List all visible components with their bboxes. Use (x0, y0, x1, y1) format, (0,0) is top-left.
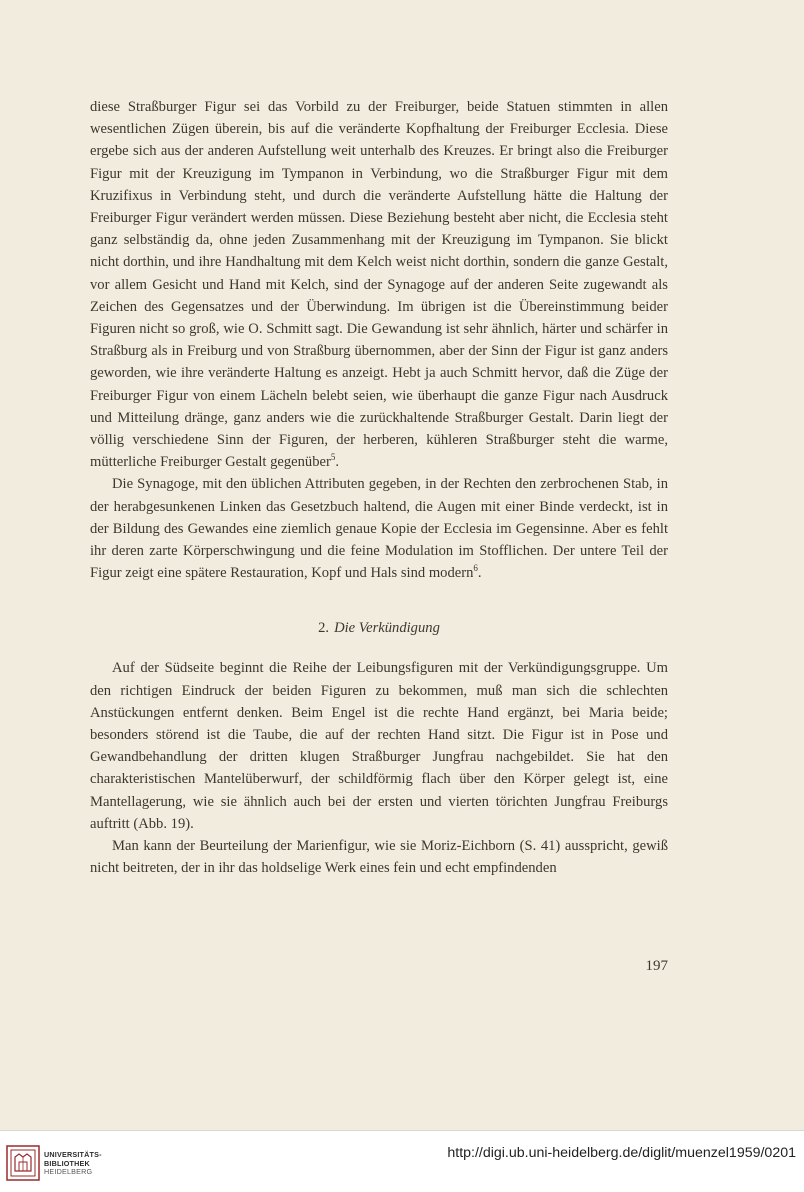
section-number: 2. (318, 620, 330, 637)
footnote-ref-6: 6 (473, 563, 478, 574)
library-line-3: HEIDELBERG (44, 1167, 93, 1176)
university-seal-icon (6, 1145, 40, 1181)
paragraph-intro: diese Straßburger Figur sei das Vorbild zu der Freiburger, beide Statuen stimmten in allen wesentlichen Zügen überein, bis auf die veränderte Kopfhaltung der Freiburger Ecclesia. Diese ergebe sich aus der anderen Aufstellung weit unterhalb des Kreuzes. Er bringt also die Freiburger Figur mit der Kreuzigung im Tympanon in Verbindung, wo die Straßburger Figur mit dem Kruzifixus in Verbindung steht, und durch die veränderte Aufstellung hätte die Haltung der Freiburger Figur verändert werden müssen. Diese Beziehung besteht aber nicht, die Ecclesia steht ganz selbständig da, ohne jeden Zusammenhang mit der Kreuzigung im Tympanon. Sie blickt nicht dorthin, und ihre Handhaltung mit dem Kelch weist nicht dorthin, sondern die ganze Gestalt, vor allem Gesicht und Hand mit Kelch, sind der Synagoge auf der anderen Seite zugewandt als Zeichen des Gegensatzes und der Überwindung. Im übrigen ist die Übereinstimmung beider Figuren nicht so groß, wie O. Schmitt sagt. Die Gewandung ist sehr ähnlich, härter und schärfer in Straßburg als in Freiburg und von Straßburg übernommen, aber der Sinn der Figur ist ganz anders geworden, wie ihre veränderte Haltung es anzeigt. Hebt ja auch Schmitt hervor, daß die Züge der Freiburger Figur von einem Lächeln belebt seien, wie überhaupt die ganze Figur nach Ausdruck und Mitteilung dränge, ganz anders wie die zurückhaltende Straßburger Gestalt. Darin liegt der völlig verschiedene Sinn der Figuren, der herberen, kühleren Straßburger steht die warme, mütterliche Freiburger Gestalt gegenüber$^5$. (90, 99, 668, 471)
footnote-ref-5: 5 (330, 452, 336, 463)
section-title: Die Verkündigung (334, 620, 440, 637)
body-text (90, 96, 668, 880)
section-heading (90, 620, 668, 637)
library-name (44, 1151, 102, 1177)
paragraph-last: Man kann der Beurteilung der Marienfigur, wie sie Moriz-Eichborn (S. 41) ausspricht, gewiß nicht beitreten, der in ihr das holdselige Werk eines fein und echt empfindenden (90, 838, 668, 877)
library-line-2: BIBLIOTHEK (44, 1158, 90, 1168)
page-number: 197 (645, 958, 668, 974)
paragraph-synagoge-text: Die Synagoge, mit den üblichen Attributen gegeben, in der Rechten den zerbrochenen Stab, in der herabgesunkenen Linken das Gesetzbuch haltend, die Augen mit einer Binde verdeckt, ist in der Bildung des Gewandes eine ziemlich genaue Kopie der Ecclesia im Gegensinne. Aber es fehlt ihr deren zarte Körperschwingung und die feine Modulation im Stofflichen. Der untere Teil der Figur zeigt eine spätere Restauration, Kopf und Hals sind modern (90, 476, 668, 582)
paragraph-synagoge: Die Synagoge, mit den üblichen Attributen gegeben, in der Rechten den zerbrochenen Stab, in der herabgesunkenen Linken das Gesetzbuch haltend, die Augen mit einer Binde verdeckt, ist in der Bildung des Gewandes eine ziemlich genaue Kopie der Ecclesia im Gegensinne. Aber es fehlt ihr deren zarte Körperschwingung und die feine Modulation im Stofflichen. Der untere Teil der Figur zeigt eine spätere Restauration, Kopf und Hals sind modern$^6$. (90, 476, 668, 582)
paragraph-verkuendigung: Auf der Südseite beginnt die Reihe der Leibungsfiguren mit der Verkündigungsgruppe. Um den richtigen Eindruck der beiden Figuren zu bekommen, muß man sich die schlechten Anstückungen entfernt denken. Beim Engel ist die rechte Hand ergänzt, bei Maria beide; besonders störend ist die Taube, die auf der rechten Hand sitzt. Die Figur ist in Pose und Gewandbehandlung der dritten klugen Straßburger Jungfrau nachgebildet. Sie hat den charakteristischen Mantelüberwurf, der schildförmig flach über den Körper gelegt ist, eine Mantellagerung, wie sie ähnlich auch bei der ersten und vierten törichten Jungfrau Freiburgs auftritt (Abb. 19). (90, 660, 668, 832)
source-url-link[interactable]: http://digi.ub.uni-heidelberg.de/diglit/muenzel1959/0201 (447, 1145, 796, 1161)
footer-bar (0, 1130, 804, 1192)
library-line-1: UNIVERSITÄTS- (44, 1150, 102, 1159)
paragraph-intro-text: diese Straßburger Figur sei das Vorbild zu der Freiburger, beide Statuen stimmten in allen wesentlichen Zügen überein, bis auf die veränderte Kopfhaltung der Freiburger Ecclesia. Diese ergebe sich aus der anderen Aufstellung weit unterhalb des Kreuzes. Er bringt also die Freiburger Figur mit der Kreuzigung im Tympanon in Verbindung, wo die Straßburger Figur mit dem Kruzifixus in Verbindung steht, und durch die veränderte Aufstellung hätte die Haltung der Freiburger Figur verändert werden müssen. Diese Beziehung besteht aber nicht, die Ecclesia steht ganz selbständig da, ohne jeden Zusammenhang mit der Kreuzigung im Tympanon. Sie blickt nicht dorthin, und ihre Handhaltung mit dem Kelch weist nicht dorthin, sondern die ganze Gestalt, vor allem Gesicht und Hand mit Kelch, sind der Synagoge auf der anderen Seite zugewandt als Zeichen des Gegensatzes und der Überwindung. Im übrigen ist die Übereinstimmung beider Figuren nicht so groß, wie O. Schmitt sagt. Die Gewandung ist sehr ähnlich, härter und schärfer in Straßburg als in Freiburg und von Straßburg übernommen, aber der Sinn der Figur ist ganz anders geworden, wie ihre veränderte Haltung es anzeigt. Hebt ja auch Schmitt hervor, daß die Züge der Freiburger Figur von einem Lächeln belebt seien, wie überhaupt die ganze Figur nach Ausdruck und Mitteilung dränge, ganz anders wie die zurückhaltende Straßburger Gestalt. Darin liegt der völlig verschiedene Sinn der Figuren, der herberen, kühleren Straßburger steht die warme, mütterliche Freiburger Gestalt gegenüber (90, 99, 668, 471)
